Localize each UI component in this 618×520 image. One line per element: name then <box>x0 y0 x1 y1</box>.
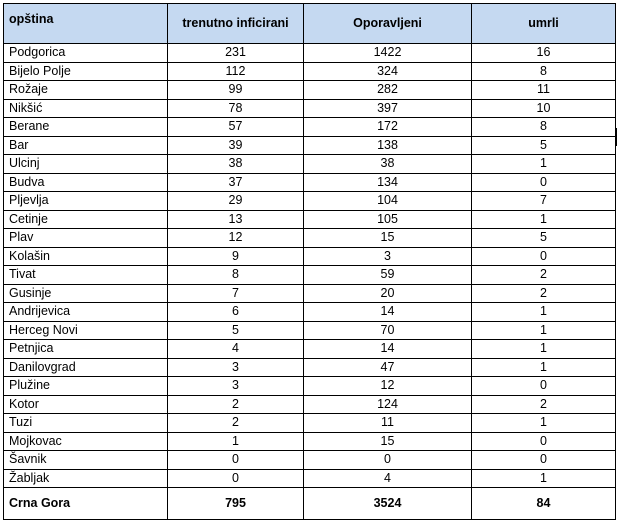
recovered-cell: 1422 <box>304 44 472 63</box>
currently-infected-cell: 7 <box>168 284 304 303</box>
municipality-cell: Podgorica <box>4 44 168 63</box>
municipality-cell: Gusinje <box>4 284 168 303</box>
covid-stats-table <box>3 3 616 520</box>
table-row <box>4 247 616 266</box>
deceased-cell: 1 <box>472 340 616 359</box>
deceased-cell: 2 <box>472 395 616 414</box>
table-row <box>4 173 616 192</box>
recovered-cell: 172 <box>304 118 472 137</box>
deceased-cell: 2 <box>472 266 616 285</box>
currently-infected-cell: 0 <box>168 469 304 488</box>
recovered-cell: 104 <box>304 192 472 211</box>
recovered-cell: 134 <box>304 173 472 192</box>
deceased-cell: 10 <box>472 99 616 118</box>
municipality-cell: Kotor <box>4 395 168 414</box>
header-currently-infected: trenutno inficirani <box>168 4 304 44</box>
table-row <box>4 62 616 81</box>
currently-infected-cell: 57 <box>168 118 304 137</box>
deceased-cell: 1 <box>472 414 616 433</box>
recovered-cell: 0 <box>304 451 472 470</box>
deceased-cell: 0 <box>472 247 616 266</box>
municipality-cell: Šavnik <box>4 451 168 470</box>
deceased-cell: 7 <box>472 192 616 211</box>
total-currently-infected: 795 <box>168 488 304 520</box>
deceased-cell: 2 <box>472 284 616 303</box>
deceased-cell: 0 <box>472 432 616 451</box>
recovered-cell: 105 <box>304 210 472 229</box>
deceased-cell: 11 <box>472 81 616 100</box>
deceased-cell: 1 <box>472 469 616 488</box>
deceased-cell: 1 <box>472 358 616 377</box>
table-row <box>4 395 616 414</box>
header-recovered: Oporavljeni <box>304 4 472 44</box>
table-row <box>4 81 616 100</box>
header-deceased: umrli <box>472 4 616 44</box>
table-row <box>4 210 616 229</box>
table-row <box>4 358 616 377</box>
currently-infected-cell: 3 <box>168 377 304 396</box>
municipality-cell: Danilovgrad <box>4 358 168 377</box>
deceased-cell: 1 <box>472 210 616 229</box>
recovered-cell: 3 <box>304 247 472 266</box>
deceased-cell: 8 <box>472 118 616 137</box>
currently-infected-cell: 3 <box>168 358 304 377</box>
municipality-cell: Ulcinj <box>4 155 168 174</box>
municipality-cell: Tivat <box>4 266 168 285</box>
recovered-cell: 138 <box>304 136 472 155</box>
deceased-cell: 0 <box>472 173 616 192</box>
currently-infected-cell: 231 <box>168 44 304 63</box>
total-recovered: 3524 <box>304 488 472 520</box>
municipality-cell: Petnjica <box>4 340 168 359</box>
recovered-cell: 15 <box>304 229 472 248</box>
table-row <box>4 99 616 118</box>
currently-infected-cell: 9 <box>168 247 304 266</box>
table-row <box>4 303 616 322</box>
municipality-cell: Berane <box>4 118 168 137</box>
table-row <box>4 340 616 359</box>
table-row <box>4 192 616 211</box>
recovered-cell: 282 <box>304 81 472 100</box>
table-row <box>4 321 616 340</box>
municipality-cell: Žabljak <box>4 469 168 488</box>
recovered-cell: 11 <box>304 414 472 433</box>
table-row <box>4 284 616 303</box>
recovered-cell: 14 <box>304 340 472 359</box>
municipality-cell: Rožaje <box>4 81 168 100</box>
recovered-cell: 324 <box>304 62 472 81</box>
currently-infected-cell: 99 <box>168 81 304 100</box>
table-row <box>4 469 616 488</box>
recovered-cell: 70 <box>304 321 472 340</box>
currently-infected-cell: 1 <box>168 432 304 451</box>
table-row <box>4 451 616 470</box>
deceased-cell: 5 <box>472 229 616 248</box>
municipality-cell: Plužine <box>4 377 168 396</box>
deceased-cell: 5 <box>472 136 616 155</box>
municipality-cell: Nikšić <box>4 99 168 118</box>
total-label: Crna Gora <box>4 488 168 520</box>
currently-infected-cell: 37 <box>168 173 304 192</box>
recovered-cell: 12 <box>304 377 472 396</box>
deceased-cell: 1 <box>472 155 616 174</box>
table-row <box>4 266 616 285</box>
deceased-cell: 8 <box>472 62 616 81</box>
header-municipality: opština <box>4 4 168 44</box>
table-row <box>4 229 616 248</box>
municipality-cell: Pljevlja <box>4 192 168 211</box>
recovered-cell: 20 <box>304 284 472 303</box>
recovered-cell: 4 <box>304 469 472 488</box>
recovered-cell: 38 <box>304 155 472 174</box>
deceased-cell: 1 <box>472 303 616 322</box>
recovered-cell: 47 <box>304 358 472 377</box>
municipality-cell: Tuzi <box>4 414 168 433</box>
recovered-cell: 59 <box>304 266 472 285</box>
currently-infected-cell: 39 <box>168 136 304 155</box>
municipality-cell: Cetinje <box>4 210 168 229</box>
deceased-cell: 0 <box>472 451 616 470</box>
deceased-cell: 16 <box>472 44 616 63</box>
recovered-cell: 124 <box>304 395 472 414</box>
edge-border-fragment <box>616 128 617 146</box>
currently-infected-cell: 2 <box>168 414 304 433</box>
currently-infected-cell: 6 <box>168 303 304 322</box>
currently-infected-cell: 12 <box>168 229 304 248</box>
recovered-cell: 397 <box>304 99 472 118</box>
table-row <box>4 414 616 433</box>
currently-infected-cell: 112 <box>168 62 304 81</box>
recovered-cell: 14 <box>304 303 472 322</box>
deceased-cell: 1 <box>472 321 616 340</box>
table-row <box>4 377 616 396</box>
municipality-cell: Bijelo Polje <box>4 62 168 81</box>
recovered-cell: 15 <box>304 432 472 451</box>
municipality-cell: Budva <box>4 173 168 192</box>
currently-infected-cell: 38 <box>168 155 304 174</box>
table-row <box>4 432 616 451</box>
currently-infected-cell: 0 <box>168 451 304 470</box>
currently-infected-cell: 4 <box>168 340 304 359</box>
municipality-cell: Kolašin <box>4 247 168 266</box>
currently-infected-cell: 2 <box>168 395 304 414</box>
municipality-cell: Herceg Novi <box>4 321 168 340</box>
currently-infected-cell: 13 <box>168 210 304 229</box>
municipality-cell: Plav <box>4 229 168 248</box>
currently-infected-cell: 29 <box>168 192 304 211</box>
municipality-cell: Mojkovac <box>4 432 168 451</box>
municipality-cell: Andrijevica <box>4 303 168 322</box>
table-row <box>4 44 616 63</box>
currently-infected-cell: 5 <box>168 321 304 340</box>
deceased-cell: 0 <box>472 377 616 396</box>
table-row <box>4 155 616 174</box>
currently-infected-cell: 78 <box>168 99 304 118</box>
table-row <box>4 136 616 155</box>
currently-infected-cell: 8 <box>168 266 304 285</box>
municipality-cell: Bar <box>4 136 168 155</box>
header-row <box>4 4 616 44</box>
table-body <box>4 44 616 488</box>
table-row <box>4 118 616 137</box>
total-deceased: 84 <box>472 488 616 520</box>
